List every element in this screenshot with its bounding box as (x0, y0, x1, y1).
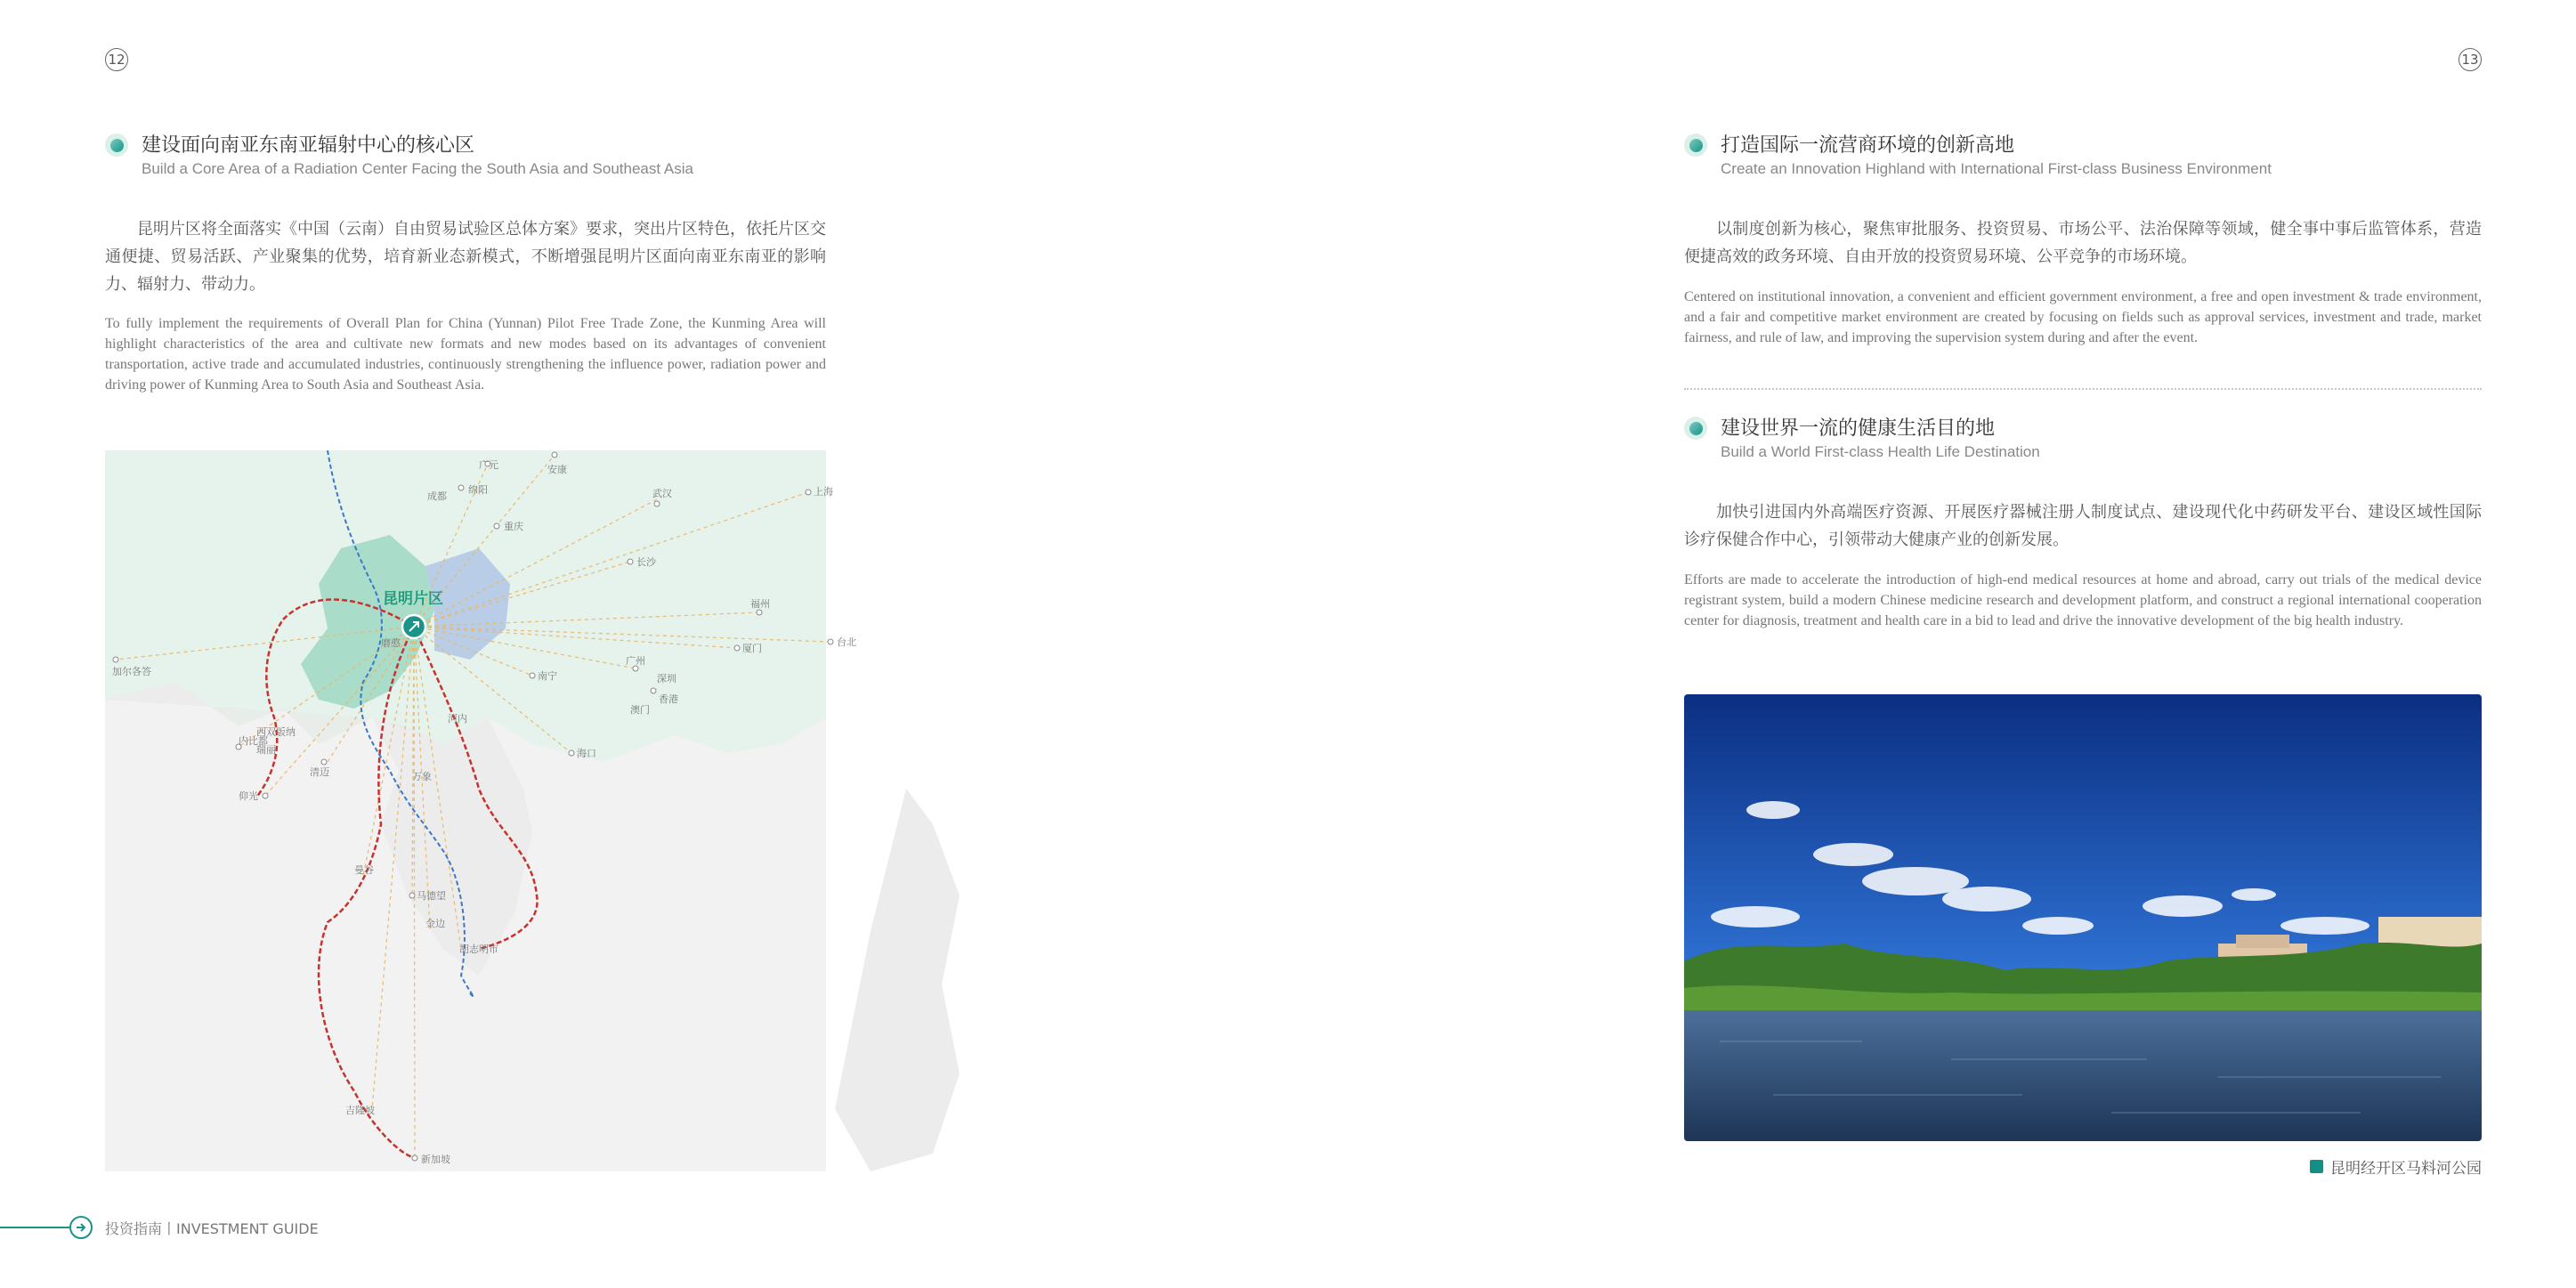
svg-text:南宁: 南宁 (538, 670, 557, 682)
photo-caption (2310, 1155, 2482, 1178)
svg-text:上海: 上海 (814, 486, 833, 498)
park-photo-image (1684, 694, 2482, 1141)
svg-text:吉隆坡: 吉隆坡 (345, 1105, 375, 1116)
svg-text:台北: 台北 (837, 636, 856, 648)
svg-text:澳门: 澳门 (630, 704, 650, 716)
svg-text:昆明片区: 昆明片区 (383, 590, 443, 608)
section-divider (1684, 388, 2482, 390)
section-title-en: Create an Innovation Highland with International First-class Business Environment (1721, 160, 2272, 177)
svg-text:万象: 万象 (412, 771, 432, 782)
svg-text:长沙: 长沙 (636, 556, 656, 568)
section-body-zh: 以制度创新为核心，聚焦审批服务、投资贸易、市场公平、法治保障等领域，健全事中事后监管体系，营造便捷高效的政务环境、自由开放的投资贸易环境、公平竞争的市场环境。 (1684, 220, 2482, 266)
svg-text:厦门: 厦门 (742, 643, 762, 654)
svg-text:仰光: 仰光 (239, 790, 258, 802)
svg-text:马德望: 马德望 (417, 890, 446, 902)
caption-marker-icon (2310, 1160, 2323, 1173)
svg-text:深圳: 深圳 (657, 673, 676, 685)
section-title-zh: 打造国际一流营商环境的创新高地 (1721, 134, 2015, 157)
svg-text:清迈: 清迈 (310, 766, 329, 778)
svg-text:海口: 海口 (577, 748, 596, 759)
footer (0, 1216, 319, 1239)
svg-text:香港: 香港 (659, 693, 678, 705)
svg-text:广元: 广元 (479, 459, 498, 471)
svg-text:武汉: 武汉 (652, 488, 672, 499)
bullet-dot-icon (1684, 417, 1707, 440)
section-body-zh: 加快引进国内外高端医疗资源、开展医疗器械注册人制度试点、建设现代化中药研发平台、建设区域性国际诊疗保健合作中心，引领带动大健康产业的创新发展。 (1684, 503, 2482, 549)
section-title-zh: 建设面向南亚东南亚辐射中心的核心区 (142, 134, 475, 157)
svg-text:曼谷: 曼谷 (354, 864, 374, 876)
svg-text:内比都: 内比都 (239, 735, 268, 747)
svg-text:绵阳: 绵阳 (468, 484, 488, 496)
arrow-right-icon (69, 1216, 93, 1239)
section-title-en: Build a Core Area of a Radiation Center Facing the South Asia and Southeast Asia (142, 160, 693, 177)
svg-text:福州: 福州 (750, 598, 770, 610)
svg-text:西双版纳: 西双版纳 (256, 726, 296, 738)
svg-text:河内: 河内 (448, 713, 467, 725)
park-photo (1684, 694, 2482, 1141)
svg-text:磨憨: 磨憨 (381, 637, 401, 649)
section-body-en: Centered on institutional innovation, a convenient and efficient government environment, a free and open investment & trade environment, and a fair and competitive market environment are created by focusing on fields such as approval services, investment and trade, market fairness, and rule of law, and improving the supervision system during and after the event. (1684, 289, 2482, 345)
svg-text:广州: 广州 (626, 655, 645, 667)
section-body-zh: 昆明片区将全面落实《中国（云南）自由贸易试验区总体方案》要求，突出片区特色，依托片区交通便捷、贸易活跃、产业聚集的优势，培育新业态新模式，不断增强昆明片区面向南亚东南亚的影响力、辐射力、带动力。 (105, 220, 826, 294)
footer-text: 投资指南丨INVESTMENT GUIDE (105, 1219, 319, 1237)
svg-text:重庆: 重庆 (504, 521, 523, 532)
svg-text:安康: 安康 (547, 464, 567, 475)
bullet-dot-icon (105, 134, 128, 157)
right-page-number: 13 (2459, 48, 2482, 71)
section-body-en: To fully implement the requirements of Overall Plan for China (Yunnan) Pilot Free Trade Zone, the Kunming Area will highlight characteristics of the area and cultivate new formats and new modes based on its advantages of convenient transportation, active trade and accumulated industries, continuously strengthening the influence power, radiation power and driving power of Kunming Area to South Asia and Southeast Asia. (105, 316, 826, 393)
bullet-dot-icon (1684, 134, 1707, 157)
svg-text:成都: 成都 (427, 490, 447, 502)
svg-text:新加坡: 新加坡 (421, 1154, 450, 1165)
section-title-en: Build a World First-class Health Life Destination (1721, 443, 2040, 460)
left-page-number: 12 (105, 48, 128, 71)
svg-text:瑞丽: 瑞丽 (256, 744, 276, 756)
svg-text:加尔各答: 加尔各答 (112, 666, 151, 677)
regional-map (105, 450, 968, 1171)
map-graphic (105, 450, 968, 1171)
photo-caption-text: 昆明经开区马料河公园 (2330, 1160, 2482, 1178)
section-body-en: Efforts are made to accelerate the introduction of high-end medical resources at home and abroad, carry out trials of the medical device registrant system, build a modern Chinese medicine research and development platform, and construct a regional international cooperation center for diagnosis, treatment and health care in a bid to lead and drive the innovative development of the big health industry. (1684, 572, 2482, 628)
svg-text:胡志明市: 胡志明市 (459, 944, 498, 955)
svg-text:金边: 金边 (425, 918, 445, 929)
footer-line (0, 1227, 69, 1228)
section-title-zh: 建设世界一流的健康生活目的地 (1721, 417, 1996, 440)
